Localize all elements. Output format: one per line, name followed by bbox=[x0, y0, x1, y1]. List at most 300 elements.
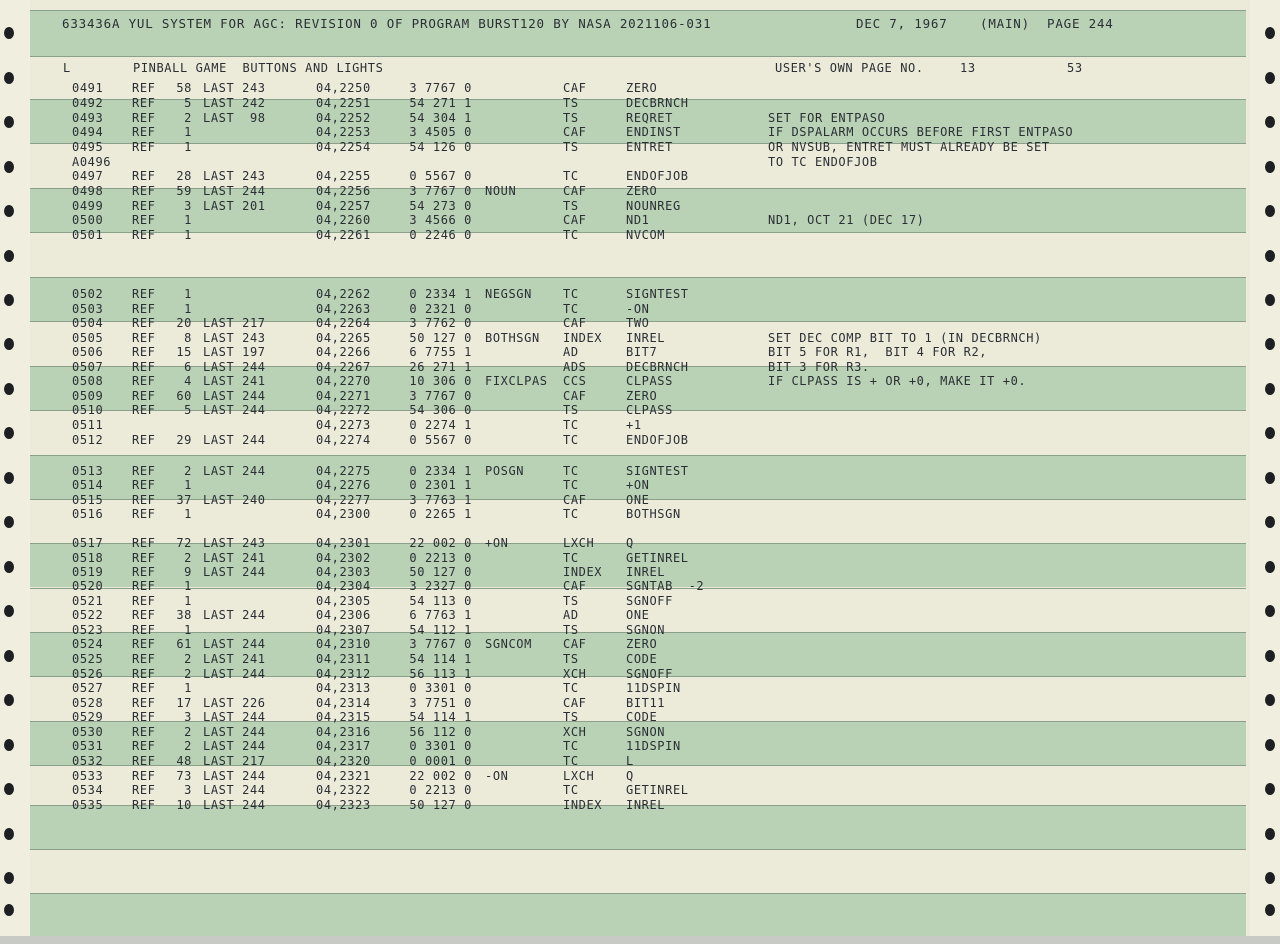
row-line-number: 0527 bbox=[72, 681, 104, 695]
row-last-ref: LAST 244 bbox=[203, 464, 266, 478]
row-ref-count: 61 bbox=[176, 637, 192, 651]
row-operand: Q bbox=[626, 536, 634, 550]
row-opcode: XCH bbox=[563, 667, 587, 681]
row-last-ref: LAST 226 bbox=[203, 696, 266, 710]
row-last-ref: LAST 244 bbox=[203, 360, 266, 374]
row-octal-word: 54 306 0 bbox=[409, 403, 472, 417]
row-ref-count: 5 bbox=[184, 96, 192, 110]
row-line-number: 0520 bbox=[72, 579, 104, 593]
row-ref-count: 2 bbox=[184, 652, 192, 666]
row-octal-word: 0 3301 0 bbox=[409, 681, 472, 695]
row-last-ref: LAST 244 bbox=[203, 667, 266, 681]
row-line-number: 0495 bbox=[72, 140, 104, 154]
row-address: 04,2320 bbox=[316, 754, 371, 768]
row-opcode: CAF bbox=[563, 637, 587, 651]
row-line-number: 0531 bbox=[72, 739, 104, 753]
row-opcode: INDEX bbox=[563, 565, 603, 579]
row-ref-count: 1 bbox=[184, 594, 192, 608]
row-octal-word: 0 2301 1 bbox=[409, 478, 472, 492]
tractor-hole-icon bbox=[4, 783, 14, 795]
row-last-ref: LAST 241 bbox=[203, 652, 266, 666]
row-ref-count: 3 bbox=[184, 199, 192, 213]
row-opcode: INDEX bbox=[563, 331, 603, 345]
users-page-label: USER'S OWN PAGE NO. bbox=[775, 61, 924, 75]
row-address: 04,2311 bbox=[316, 652, 371, 666]
row-opcode: CAF bbox=[563, 81, 587, 95]
tractor-hole-icon bbox=[4, 650, 14, 662]
row-ref-tag: REF bbox=[132, 464, 156, 478]
row-address: 04,2267 bbox=[316, 360, 371, 374]
row-address: 04,2274 bbox=[316, 433, 371, 447]
row-operand: L bbox=[626, 754, 634, 768]
row-operand: ONE bbox=[626, 608, 650, 622]
tractor-hole-icon bbox=[4, 27, 14, 39]
page-number: PAGE 244 bbox=[1047, 16, 1114, 31]
row-line-number: 0500 bbox=[72, 213, 104, 227]
row-ref-tag: REF bbox=[132, 345, 156, 359]
row-last-ref: LAST 242 bbox=[203, 96, 266, 110]
row-last-ref: LAST 244 bbox=[203, 710, 266, 724]
row-opcode: AD bbox=[563, 608, 579, 622]
row-ref-tag: REF bbox=[132, 493, 156, 507]
row-operand: SGNON bbox=[626, 623, 666, 637]
tractor-hole-icon bbox=[1265, 294, 1275, 306]
tractor-hole-icon bbox=[1265, 116, 1275, 128]
row-opcode: CAF bbox=[563, 125, 587, 139]
row-ref-tag: REF bbox=[132, 739, 156, 753]
row-last-ref: LAST 217 bbox=[203, 316, 266, 330]
row-ref-tag: REF bbox=[132, 579, 156, 593]
row-operand: BIT11 bbox=[626, 696, 666, 710]
row-ref-count: 28 bbox=[176, 169, 192, 183]
row-ref-count: 3 bbox=[184, 783, 192, 797]
row-address: 04,2252 bbox=[316, 111, 371, 125]
tractor-hole-icon bbox=[1265, 561, 1275, 573]
row-last-ref: LAST 244 bbox=[203, 783, 266, 797]
row-line-number: 0525 bbox=[72, 652, 104, 666]
row-opcode: TC bbox=[563, 507, 579, 521]
row-opcode: TC bbox=[563, 228, 579, 242]
row-opcode: ADS bbox=[563, 360, 587, 374]
row-operand: ND1 bbox=[626, 213, 650, 227]
row-symbol-label: SGNCOM bbox=[485, 637, 532, 651]
row-octal-word: 50 127 0 bbox=[409, 798, 472, 812]
row-operand: ZERO bbox=[626, 184, 658, 198]
row-octal-word: 0 3301 0 bbox=[409, 739, 472, 753]
row-octal-word: 10 306 0 bbox=[409, 374, 472, 388]
row-last-ref: LAST 244 bbox=[203, 798, 266, 812]
row-octal-word: 0 5567 0 bbox=[409, 433, 472, 447]
row-last-ref: LAST 244 bbox=[203, 184, 266, 198]
row-octal-word: 0 2213 0 bbox=[409, 783, 472, 797]
row-address: 04,2314 bbox=[316, 696, 371, 710]
row-ref-tag: REF bbox=[132, 769, 156, 783]
row-ref-tag: REF bbox=[132, 140, 156, 154]
row-octal-word: 54 114 1 bbox=[409, 652, 472, 666]
row-operand: +ON bbox=[626, 478, 650, 492]
row-address: 04,2251 bbox=[316, 96, 371, 110]
row-ref-count: 2 bbox=[184, 725, 192, 739]
tractor-hole-icon bbox=[4, 116, 14, 128]
row-symbol-label: BOTHSGN bbox=[485, 331, 540, 345]
row-address: 04,2276 bbox=[316, 478, 371, 492]
row-line-number: 0504 bbox=[72, 316, 104, 330]
row-opcode: TS bbox=[563, 594, 579, 608]
row-octal-word: 6 7763 1 bbox=[409, 608, 472, 622]
row-opcode: TC bbox=[563, 169, 579, 183]
row-ref-tag: REF bbox=[132, 652, 156, 666]
row-opcode: TC bbox=[563, 478, 579, 492]
row-opcode: CCS bbox=[563, 374, 587, 388]
tractor-hole-icon bbox=[1265, 516, 1275, 528]
row-ref-count: 1 bbox=[184, 681, 192, 695]
row-opcode: CAF bbox=[563, 316, 587, 330]
row-ref-tag: REF bbox=[132, 184, 156, 198]
row-last-ref: LAST 197 bbox=[203, 345, 266, 359]
row-address: 04,2272 bbox=[316, 403, 371, 417]
left-tractor-strip bbox=[0, 0, 30, 944]
row-ref-count: 58 bbox=[176, 81, 192, 95]
row-octal-word: 3 7762 0 bbox=[409, 316, 472, 330]
ruled-line bbox=[30, 893, 1246, 894]
row-comment: IF DSPALARM OCCURS BEFORE FIRST ENTPASO bbox=[768, 125, 1074, 139]
row-octal-word: 54 304 1 bbox=[409, 111, 472, 125]
tractor-hole-icon bbox=[1265, 650, 1275, 662]
row-ref-tag: REF bbox=[132, 96, 156, 110]
row-ref-count: 37 bbox=[176, 493, 192, 507]
row-operand: SGNOFF bbox=[626, 667, 673, 681]
users-page-number: 13 bbox=[960, 61, 976, 75]
row-line-number: 0507 bbox=[72, 360, 104, 374]
row-octal-word: 0 2246 0 bbox=[409, 228, 472, 242]
row-opcode: CAF bbox=[563, 696, 587, 710]
row-octal-word: 0 5567 0 bbox=[409, 169, 472, 183]
row-comment: BIT 5 FOR R1, BIT 4 FOR R2, bbox=[768, 345, 988, 359]
row-operand: SIGNTEST bbox=[626, 287, 689, 301]
row-line-number: 0528 bbox=[72, 696, 104, 710]
row-operand: +1 bbox=[626, 418, 642, 432]
row-address: 04,2264 bbox=[316, 316, 371, 330]
tractor-hole-icon bbox=[4, 427, 14, 439]
row-line-number: 0517 bbox=[72, 536, 104, 550]
row-ref-tag: REF bbox=[132, 287, 156, 301]
row-octal-word: 3 7767 0 bbox=[409, 81, 472, 95]
row-operand: ZERO bbox=[626, 637, 658, 651]
row-octal-word: 0 2321 0 bbox=[409, 302, 472, 316]
row-last-ref: LAST 244 bbox=[203, 608, 266, 622]
tractor-hole-icon bbox=[1265, 694, 1275, 706]
row-opcode: TC bbox=[563, 551, 579, 565]
row-ref-tag: REF bbox=[132, 667, 156, 681]
row-ref-count: 20 bbox=[176, 316, 192, 330]
row-comment: SET FOR ENTPASO bbox=[768, 111, 886, 125]
row-ref-tag: REF bbox=[132, 594, 156, 608]
row-ref-count: 1 bbox=[184, 125, 192, 139]
row-address: 04,2306 bbox=[316, 608, 371, 622]
tractor-hole-icon bbox=[4, 161, 14, 173]
row-octal-word: 54 112 1 bbox=[409, 623, 472, 637]
row-octal-word: 3 7767 0 bbox=[409, 637, 472, 651]
row-ref-count: 2 bbox=[184, 667, 192, 681]
row-ref-count: 3 bbox=[184, 710, 192, 724]
row-address: 04,2303 bbox=[316, 565, 371, 579]
row-address: 04,2275 bbox=[316, 464, 371, 478]
row-last-ref: LAST 244 bbox=[203, 403, 266, 417]
row-line-number: 0499 bbox=[72, 199, 104, 213]
row-last-ref: LAST 244 bbox=[203, 739, 266, 753]
row-last-ref: LAST 243 bbox=[203, 169, 266, 183]
row-line-number: 0492 bbox=[72, 96, 104, 110]
row-operand: BOTHSGN bbox=[626, 507, 681, 521]
row-operand: TWO bbox=[626, 316, 650, 330]
tractor-hole-icon bbox=[4, 872, 14, 884]
row-comment: OR NVSUB, ENTRET MUST ALREADY BE SET bbox=[768, 140, 1050, 154]
row-operand: ENTRET bbox=[626, 140, 673, 154]
row-last-ref: LAST 201 bbox=[203, 199, 266, 213]
row-address: 04,2265 bbox=[316, 331, 371, 345]
row-opcode: TC bbox=[563, 433, 579, 447]
subheader-marker: L bbox=[63, 61, 71, 75]
row-last-ref: LAST 243 bbox=[203, 536, 266, 550]
row-octal-word: 3 7767 0 bbox=[409, 184, 472, 198]
row-line-number: 0514 bbox=[72, 478, 104, 492]
row-ref-tag: REF bbox=[132, 608, 156, 622]
row-line-number: 0513 bbox=[72, 464, 104, 478]
paper-bottom-edge bbox=[0, 936, 1280, 944]
row-octal-word: 6 7755 1 bbox=[409, 345, 472, 359]
tractor-hole-icon bbox=[1265, 72, 1275, 84]
row-opcode: TS bbox=[563, 652, 579, 666]
row-operand: DECBRNCH bbox=[626, 96, 689, 110]
row-address: 04,2302 bbox=[316, 551, 371, 565]
row-last-ref: LAST 244 bbox=[203, 433, 266, 447]
row-symbol-label: +ON bbox=[485, 536, 509, 550]
row-line-number: 0526 bbox=[72, 667, 104, 681]
row-address: 04,2277 bbox=[316, 493, 371, 507]
subheader-code: 53 bbox=[1067, 61, 1083, 75]
row-ref-count: 6 bbox=[184, 360, 192, 374]
row-operand: ENDOFJOB bbox=[626, 169, 689, 183]
row-line-number: 0511 bbox=[72, 418, 104, 432]
row-operand: CLPASS bbox=[626, 403, 673, 417]
row-line-number: 0497 bbox=[72, 169, 104, 183]
tractor-hole-icon bbox=[1265, 427, 1275, 439]
row-line-number: 0534 bbox=[72, 783, 104, 797]
row-address: 04,2255 bbox=[316, 169, 371, 183]
row-ref-count: 1 bbox=[184, 579, 192, 593]
row-operand: CODE bbox=[626, 710, 658, 724]
row-octal-word: 3 7751 0 bbox=[409, 696, 472, 710]
ruled-line bbox=[30, 277, 1246, 278]
tractor-hole-icon bbox=[4, 561, 14, 573]
row-comment: IF CLPASS IS + OR +0, MAKE IT +0. bbox=[768, 374, 1027, 388]
row-line-number: 0493 bbox=[72, 111, 104, 125]
row-line-number: 0516 bbox=[72, 507, 104, 521]
row-ref-count: 2 bbox=[184, 464, 192, 478]
row-operand: ONE bbox=[626, 493, 650, 507]
row-operand: GETINREL bbox=[626, 783, 689, 797]
row-address: 04,2263 bbox=[316, 302, 371, 316]
row-line-number: 0530 bbox=[72, 725, 104, 739]
row-address: 04,2262 bbox=[316, 287, 371, 301]
row-opcode: INDEX bbox=[563, 798, 603, 812]
row-last-ref: LAST 244 bbox=[203, 769, 266, 783]
row-ref-count: 5 bbox=[184, 403, 192, 417]
tractor-hole-icon bbox=[4, 828, 14, 840]
tractor-hole-icon bbox=[4, 472, 14, 484]
row-line-number: 0506 bbox=[72, 345, 104, 359]
row-operand: 11DSPIN bbox=[626, 739, 681, 753]
mode-label: (MAIN) bbox=[980, 16, 1030, 31]
row-comment: TO TC ENDOFJOB bbox=[768, 155, 878, 169]
row-opcode: TS bbox=[563, 623, 579, 637]
row-ref-tag: REF bbox=[132, 213, 156, 227]
row-line-number: 0498 bbox=[72, 184, 104, 198]
row-line-number: 0522 bbox=[72, 608, 104, 622]
row-ref-count: 4 bbox=[184, 374, 192, 388]
row-octal-word: 0 2274 1 bbox=[409, 418, 472, 432]
row-line-number: A0496 bbox=[72, 155, 112, 169]
row-octal-word: 56 112 0 bbox=[409, 725, 472, 739]
row-octal-word: 22 002 0 bbox=[409, 536, 472, 550]
row-last-ref: LAST 217 bbox=[203, 754, 266, 768]
tractor-hole-icon bbox=[4, 383, 14, 395]
row-line-number: 0510 bbox=[72, 403, 104, 417]
row-symbol-label: FIXCLPAS bbox=[485, 374, 548, 388]
tractor-hole-icon bbox=[4, 338, 14, 350]
row-address: 04,2321 bbox=[316, 769, 371, 783]
row-opcode: TS bbox=[563, 96, 579, 110]
tractor-hole-icon bbox=[4, 904, 14, 916]
row-operand: NVCOM bbox=[626, 228, 666, 242]
row-ref-tag: REF bbox=[132, 360, 156, 374]
row-octal-word: 0 2334 1 bbox=[409, 464, 472, 478]
row-operand: SGNOFF bbox=[626, 594, 673, 608]
row-ref-tag: REF bbox=[132, 637, 156, 651]
row-opcode: TS bbox=[563, 199, 579, 213]
row-address: 04,2260 bbox=[316, 213, 371, 227]
row-address: 04,2250 bbox=[316, 81, 371, 95]
row-octal-word: 22 002 0 bbox=[409, 769, 472, 783]
row-last-ref: LAST 241 bbox=[203, 551, 266, 565]
row-operand: CLPASS bbox=[626, 374, 673, 388]
row-address: 04,2256 bbox=[316, 184, 371, 198]
row-ref-tag: REF bbox=[132, 725, 156, 739]
row-ref-tag: REF bbox=[132, 754, 156, 768]
row-opcode: XCH bbox=[563, 725, 587, 739]
row-ref-tag: REF bbox=[132, 433, 156, 447]
row-line-number: 0529 bbox=[72, 710, 104, 724]
tractor-hole-icon bbox=[1265, 605, 1275, 617]
row-ref-count: 10 bbox=[176, 798, 192, 812]
row-opcode: LXCH bbox=[563, 536, 595, 550]
row-last-ref: LAST 240 bbox=[203, 493, 266, 507]
tractor-hole-icon bbox=[1265, 250, 1275, 262]
row-operand: BIT7 bbox=[626, 345, 658, 359]
row-symbol-label: POSGN bbox=[485, 464, 525, 478]
row-address: 04,2300 bbox=[316, 507, 371, 521]
row-line-number: 0532 bbox=[72, 754, 104, 768]
tractor-hole-icon bbox=[4, 605, 14, 617]
row-line-number: 0515 bbox=[72, 493, 104, 507]
row-address: 04,2271 bbox=[316, 389, 371, 403]
green-bar-band bbox=[30, 893, 1246, 937]
tractor-hole-icon bbox=[4, 72, 14, 84]
row-opcode: CAF bbox=[563, 493, 587, 507]
row-operand: ZERO bbox=[626, 81, 658, 95]
row-ref-count: 1 bbox=[184, 140, 192, 154]
row-octal-word: 3 2327 0 bbox=[409, 579, 472, 593]
row-ref-count: 2 bbox=[184, 111, 192, 125]
row-address: 04,2316 bbox=[316, 725, 371, 739]
row-address: 04,2270 bbox=[316, 374, 371, 388]
row-ref-count: 2 bbox=[184, 739, 192, 753]
row-octal-word: 26 271 1 bbox=[409, 360, 472, 374]
row-octal-word: 50 127 0 bbox=[409, 565, 472, 579]
row-operand: INREL bbox=[626, 565, 666, 579]
row-line-number: 0491 bbox=[72, 81, 104, 95]
row-octal-word: 0 2213 0 bbox=[409, 551, 472, 565]
row-octal-word: 0 2265 1 bbox=[409, 507, 472, 521]
row-ref-tag: REF bbox=[132, 798, 156, 812]
tractor-hole-icon bbox=[1265, 338, 1275, 350]
row-opcode: CAF bbox=[563, 184, 587, 198]
row-address: 04,2315 bbox=[316, 710, 371, 724]
row-opcode: CAF bbox=[563, 579, 587, 593]
row-ref-tag: REF bbox=[132, 551, 156, 565]
row-comment: ND1, OCT 21 (DEC 17) bbox=[768, 213, 925, 227]
row-line-number: 0524 bbox=[72, 637, 104, 651]
row-line-number: 0503 bbox=[72, 302, 104, 316]
row-octal-word: 3 7763 1 bbox=[409, 493, 472, 507]
row-operand: INREL bbox=[626, 798, 666, 812]
row-address: 04,2273 bbox=[316, 418, 371, 432]
ruled-line bbox=[30, 10, 1246, 11]
row-opcode: TC bbox=[563, 754, 579, 768]
tractor-hole-icon bbox=[1265, 904, 1275, 916]
row-address: 04,2304 bbox=[316, 579, 371, 593]
row-operand: NOUNREG bbox=[626, 199, 681, 213]
tractor-hole-icon bbox=[1265, 472, 1275, 484]
row-operand: GETINREL bbox=[626, 551, 689, 565]
row-line-number: 0502 bbox=[72, 287, 104, 301]
row-last-ref: LAST 244 bbox=[203, 637, 266, 651]
row-opcode: TS bbox=[563, 710, 579, 724]
row-ref-count: 1 bbox=[184, 302, 192, 316]
row-ref-count: 1 bbox=[184, 478, 192, 492]
row-ref-tag: REF bbox=[132, 374, 156, 388]
tractor-hole-icon bbox=[4, 250, 14, 262]
row-operand: CODE bbox=[626, 652, 658, 666]
row-last-ref: LAST 241 bbox=[203, 374, 266, 388]
row-ref-count: 1 bbox=[184, 507, 192, 521]
row-operand: ZERO bbox=[626, 389, 658, 403]
row-ref-tag: REF bbox=[132, 403, 156, 417]
tractor-hole-icon bbox=[4, 739, 14, 751]
row-ref-tag: REF bbox=[132, 331, 156, 345]
row-ref-count: 29 bbox=[176, 433, 192, 447]
row-ref-tag: REF bbox=[132, 623, 156, 637]
row-ref-count: 38 bbox=[176, 608, 192, 622]
row-ref-count: 2 bbox=[184, 551, 192, 565]
row-ref-tag: REF bbox=[132, 81, 156, 95]
row-opcode: TS bbox=[563, 403, 579, 417]
row-line-number: 0535 bbox=[72, 798, 104, 812]
row-ref-tag: REF bbox=[132, 199, 156, 213]
row-line-number: 0508 bbox=[72, 374, 104, 388]
row-ref-count: 17 bbox=[176, 696, 192, 710]
row-opcode: TC bbox=[563, 464, 579, 478]
